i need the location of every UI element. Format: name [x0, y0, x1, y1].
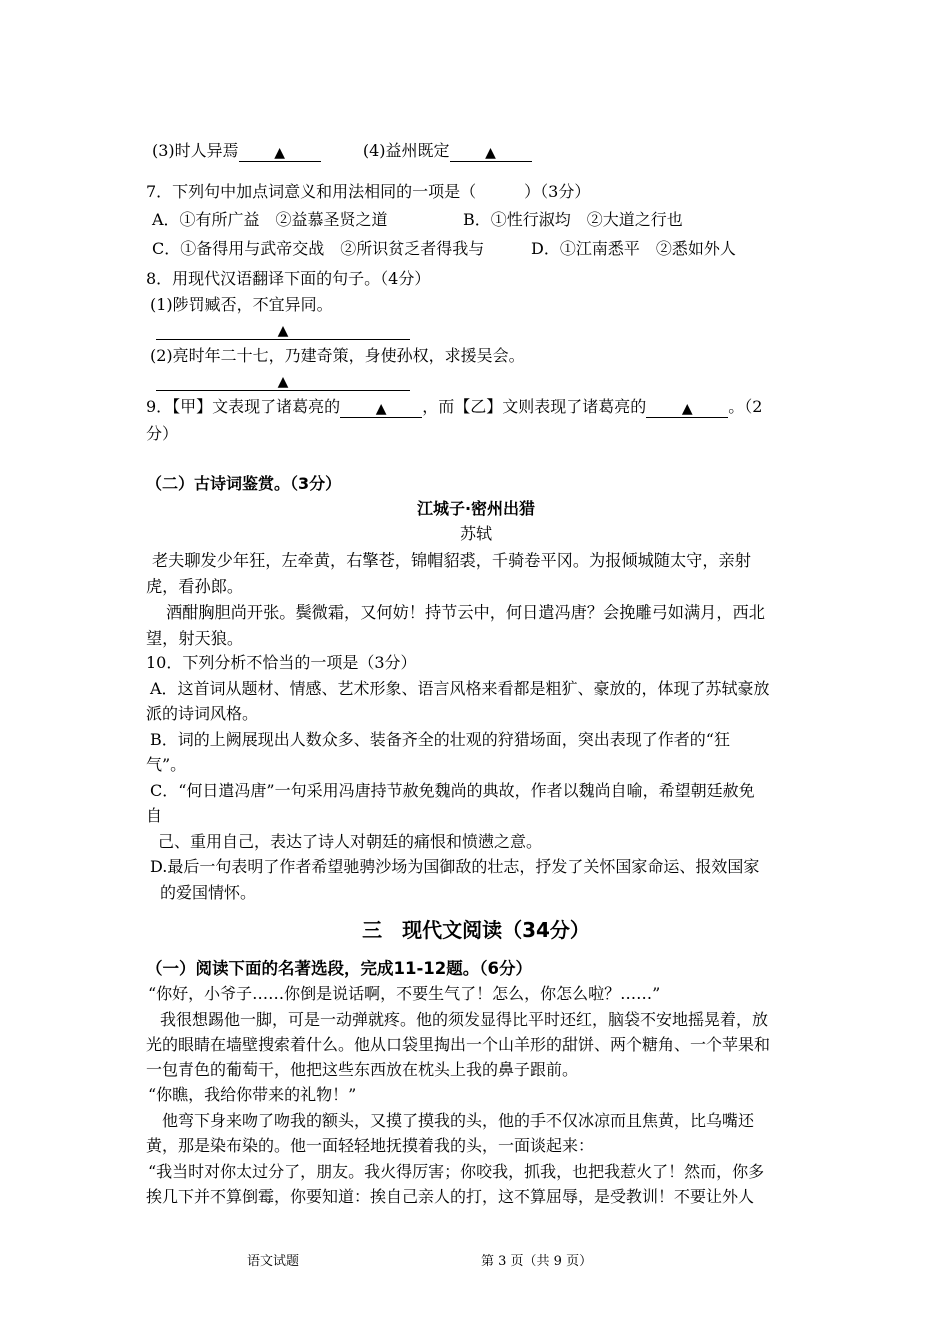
- q10-option-c-1: C．“何日遣冯唐”一句采用冯唐持节赦免魏尚的典故，作者以魏尚自喻，希望朝廷赦免: [150, 781, 755, 800]
- q8-stem: 8．用现代汉语翻译下面的句子。（4分）: [146, 269, 431, 288]
- answer-blank[interactable]: [156, 370, 410, 391]
- passage-p3: “你瞧，我给你带来的礼物！”: [148, 1085, 357, 1104]
- poem-line-3: 酒酣胸胆尚开张。鬓微霜，又何妨！持节云中，何日遣冯唐？会挽雕弓如满月，西北: [166, 603, 765, 622]
- passage-p2-line-3: 一包青色的葡萄干，他把这些东西放在枕头上我的鼻子跟前。: [146, 1060, 579, 1079]
- q9-line-2: 分）: [146, 424, 179, 443]
- passage-p2-line-1: 我很想踢他一脚，可是一动弹就疼。他的须发显得比平时还红，脑袋不安地摇晃着，放: [160, 1010, 769, 1029]
- part3-heading: 三 现代文阅读（34分）: [362, 918, 590, 942]
- passage-p1: “你好，小爷子……你倒是说话啊，不要生气了！怎么，你怎么啦？……”: [148, 984, 661, 1003]
- q6-item-3: (3)时人异焉: [152, 141, 239, 160]
- q10-option-c-2: 自: [146, 806, 163, 825]
- passage-p4-line-1: 他弯下身来吻了吻我的额头，又摸了摸我的头，他的手不仅冰凉而且焦黄，比乌嘴还: [162, 1111, 755, 1130]
- triangle-marker-icon: ▲: [485, 145, 496, 161]
- q9-text-1: 9．【甲】文表现了诸葛亮的: [146, 397, 341, 416]
- triangle-marker-icon: ▲: [277, 323, 289, 339]
- q10-stem: 10．下列分析不恰当的一项是（3分）: [146, 653, 417, 672]
- q6-item-4: (4)益州既定: [362, 141, 450, 160]
- passage-p4-line-2: 黄，那是染布染的。他一面轻轻地抚摸着我的头，一面谈起来：: [146, 1136, 595, 1155]
- triangle-marker-icon: ▲: [375, 401, 387, 417]
- q7-option-c: C．①备得用与武帝交战 ②所识贫乏者得我与: [152, 239, 485, 258]
- q10-option-b-2: 气”。: [146, 755, 187, 774]
- q10-option-b-1: B．词的上阙展现出人数众多、装备齐全的壮观的狩猎场面，突出表现了作者的“狂: [150, 730, 730, 749]
- q9-text-3: 。（2: [728, 397, 763, 416]
- q7-option-b: B．①性行淑均 ②大道之行也: [463, 210, 683, 229]
- passage-p5-line-2: 挨几下并不算倒霉，你要知道：挨自己亲人的打，这不算屈辱，是受教训！不要让外人: [146, 1187, 755, 1206]
- q9-text-2: ，而【乙】文则表现了诸葛亮的: [422, 397, 647, 416]
- passage-p5-line-1: “我当时对你太过分了，朋友。我火得厉害；你咬我，抓我，也把我惹火了！然而，你多: [148, 1162, 765, 1181]
- q10-option-d-2: 的爱国情怀。: [160, 883, 257, 902]
- answer-blank[interactable]: [646, 397, 728, 418]
- part3-subheading: （一）阅读下面的名著选段，完成11-12题。（6分）: [146, 959, 533, 978]
- poem-line-2: 虎，看孙郎。: [146, 577, 244, 596]
- poem-section-heading: （二）古诗词鉴赏。（3分）: [146, 474, 342, 493]
- q8-sentence-1: (1)陟罚臧否，不宜异同。: [150, 295, 333, 314]
- poem-title: 江城子·密州出猎: [416, 499, 536, 518]
- answer-blank[interactable]: [340, 397, 422, 418]
- answer-blank[interactable]: [156, 319, 410, 340]
- passage-p2-line-2: 光的眼睛在墙壁搜索着什么。他从口袋里掏出一个山羊形的甜饼、两个糖角、一个苹果和: [146, 1035, 771, 1054]
- triangle-marker-icon: ▲: [274, 145, 286, 161]
- q7-option-d: D．①江南悉平 ②悉如外人: [531, 239, 736, 258]
- q10-option-a-2: 派的诗词风格。: [146, 704, 259, 723]
- triangle-marker-icon: ▲: [681, 401, 693, 417]
- q10-option-a-1: A．这首词从题材、情感、艺术形象、语言风格来看都是粗犷、豪放的，体现了苏轼豪放: [150, 679, 770, 698]
- poem-author: 苏轼: [459, 524, 492, 543]
- poem-line-4: 望，射天狼。: [146, 629, 244, 648]
- q8-answer-line-1[interactable]: [156, 318, 410, 340]
- q8-sentence-2: (2)亮时年二十七，乃建奇策，身使孙权，求援吴会。: [150, 346, 525, 365]
- q6-line: [152, 140, 532, 162]
- poem-line-1: 老夫聊发少年狂，左牵黄，右擎苍，锦帽貂裘，千骑卷平冈。为报倾城随太守，亲射: [152, 551, 751, 570]
- q10-option-c-3: 己、重用自己，表达了诗人对朝廷的痛恨和愤懑之意。: [158, 832, 543, 851]
- triangle-marker-icon: ▲: [277, 374, 289, 390]
- q8-answer-line-2[interactable]: [156, 369, 410, 391]
- q10-option-d-1: D.最后一句表明了作者希望驰骋沙场为国御敌的壮志，抒发了关怀国家命运、报效国家: [150, 857, 760, 876]
- footer-subject: 语文试题: [247, 1254, 300, 1269]
- answer-blank[interactable]: [450, 141, 532, 162]
- answer-blank[interactable]: [239, 141, 321, 162]
- q7-option-a: A．①有所广益 ②益慕圣贤之道: [152, 210, 388, 229]
- footer-page-number: 第 3 页（共 9 页）: [481, 1254, 593, 1269]
- q7-stem: 7．下列句中加点词意义和用法相同的一项是（ ）（3分）: [146, 182, 591, 201]
- q9-line-1: [146, 396, 762, 418]
